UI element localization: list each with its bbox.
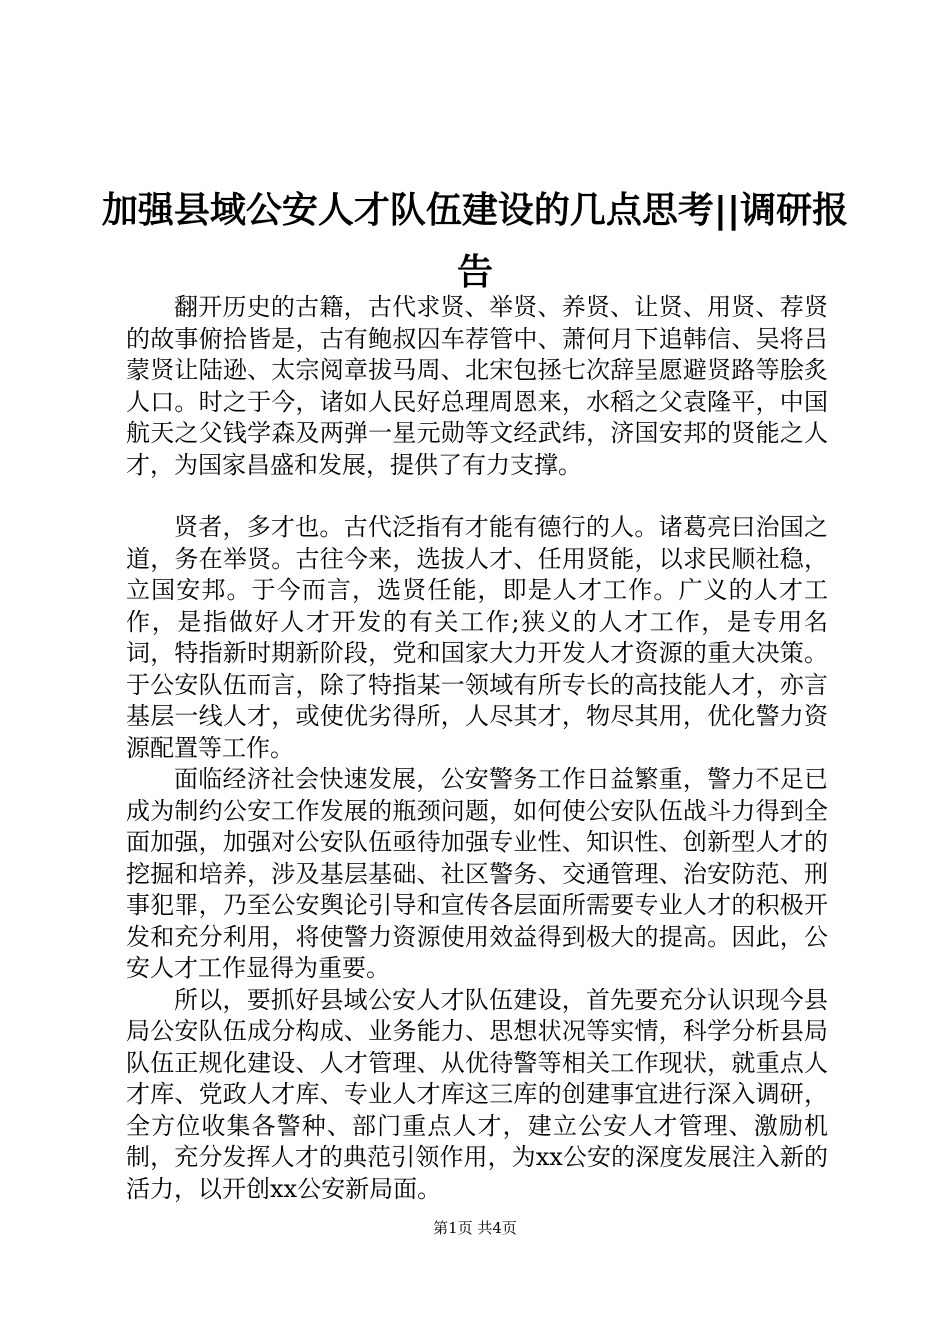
document-title: 加强县域公安人才队伍建设的几点思考||调研报告 <box>101 190 849 293</box>
paragraph-4: 所以，要抓好县域公安人才队伍建设，首先要充分认识现今县局公安队伍成分构成、业务能力、思想状况等实情，科学分析县局队伍正规化建设、人才管理、从优待警等相关工作现状，就重点人才库、党政人才库、专业人才库这三库的创建事宜进行深入调研，全方位收集各警种、部门重点人才，建立公安人才管理、激励机制，充分发挥人才的典范引领作用，为xx公安的深度发展注入新的活力，以开创xx公安新局面。 <box>126 985 828 1203</box>
page-footer: 第1页 共4页 <box>433 1219 517 1237</box>
paragraph-2: 贤者，多才也。古代泛指有才能有德行的人。诸葛亮曰治国之道，务在举贤。古往今来，选拔人才、任用贤能，以求民顺社稳，立国安邦。于今而言，选贤任能，即是人才工作。广义的人才工作，是指做好人才开发的有关工作;狭义的人才工作，是专用名词，特指新时期新阶段，党和国家大力开发人才资源的重大决策。于公安队伍而言，除了特指某一领域有所专长的高技能人才，亦言基层一线人才，或使优劣得所，人尽其才，物尽其用，优化警力资源配置等工作。 <box>126 513 828 762</box>
paragraph-3: 面临经济社会快速发展，公安警务工作日益繁重，警力不足已成为制约公安工作发展的瓶颈问题，如何使公安队伍战斗力得到全面加强，加强对公安队伍亟待加强专业性、知识性、创新型人才的挖掘和培养，涉及基层基础、社区警务、交通管理、治安防范、刑事犯罪，乃至公安舆论引导和宣传各层面所需要专业人才的积极开发和充分利用，将使警力资源使用效益得到极大的提高。因此，公安人才工作显得为重要。 <box>126 765 828 982</box>
document-body <box>126 292 828 1205</box>
paragraph-1: 翻开历史的古籍，古代求贤、举贤、养贤、让贤、用贤、荐贤的故事俯拾皆是，古有鲍叔囚车荐管中、萧何月下追韩信、吴将吕蒙贤让陆逊、太宗阅章拔马周、北宋包拯七次辞呈愿避贤路等脍炙人口。时之于今，诸如人民好总理周恩来，水稻之父袁隆平，中国航天之父钱学森及两弹一星元勋等文经武纬，济国安邦的贤能之人才，为国家昌盛和发展，提供了有力支撑。 <box>126 293 828 479</box>
